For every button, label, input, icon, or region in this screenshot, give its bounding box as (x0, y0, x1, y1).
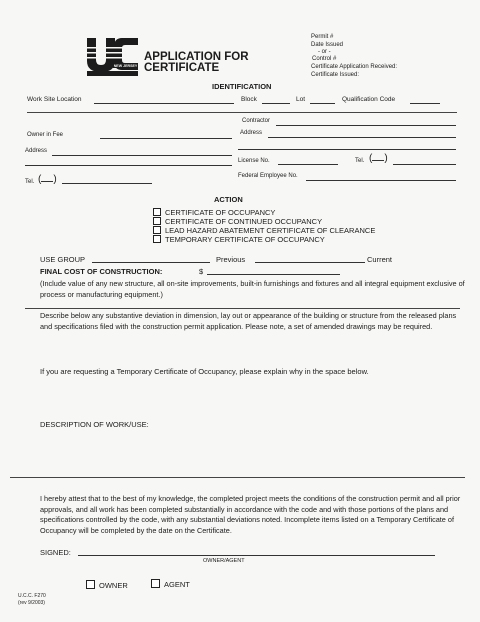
license-no-label: License No. (238, 158, 270, 164)
control-no-label: Control # (312, 56, 337, 62)
agent-option[interactable] (151, 579, 190, 589)
option-certificate-of-occupancy[interactable] (153, 208, 275, 217)
divider-1 (25, 308, 460, 309)
use-group-previous-label: Previous (216, 255, 246, 264)
form-title-line1: APPLICATION FOR (144, 51, 249, 63)
dollar-sign: $ (199, 267, 204, 276)
lot-label: Lot (296, 96, 306, 103)
option-label: TEMPORARY CERTIFICATE OF OCCUPANCY (165, 235, 325, 244)
block-label: Block (241, 96, 257, 103)
lot-field[interactable] (310, 103, 335, 104)
contractor-tel-label: Tel. (355, 158, 365, 164)
work-site-second-line[interactable] (27, 112, 457, 113)
form-number: U.C.C. F270 (18, 593, 46, 599)
cert-issued-label: Certificate Issued: (311, 72, 360, 78)
signature-field[interactable] (78, 555, 435, 556)
divider-2 (10, 477, 465, 478)
contractor-address-line2[interactable] (238, 149, 456, 150)
contractor-address-label: Address (240, 130, 263, 136)
revision-date: (rev 9/2003) (18, 600, 45, 606)
section-action: ACTION (214, 195, 243, 204)
attestation-text: I hereby attest that to the best of my knowledge, the completed project meets the conditions of the construction permit and all prior approvals, and all work has been completed substantially in accordance with the code and with those portions of the plans and specifications controlled by the code, with any substantial deviations noted. Incomplete items listed on a Temporary Certificate of Occupancy will be completed by the date on the Certificate. (40, 494, 461, 535)
checkbox-icon[interactable] (151, 579, 160, 588)
checkbox-icon[interactable] (86, 580, 95, 589)
cert-app-received-label: Certificate Application Received: (311, 64, 398, 70)
deviations-instructions: Describe below any substantive deviation in dimension, lay out or appearance of the building or structure from the released plans and specifications filed with the construction permit application. Please note, a set of amended drawings may be required. (40, 311, 457, 331)
cost-note: (Include value of any new structure, all on-site improvements, built-in furnishings and fixtures and all integral equipment exclusive of process or manufacturing equipment.) (40, 279, 465, 299)
option-label: CERTIFICATE OF OCCUPANCY (165, 208, 276, 217)
contractor-label: Contractor (242, 118, 271, 124)
block-field[interactable] (262, 103, 290, 104)
owner-tel-label: Tel. (25, 179, 35, 185)
qualification-code-field[interactable] (410, 103, 440, 104)
federal-employee-no-field[interactable] (306, 180, 456, 181)
description-of-work-label: DESCRIPTION OF WORK/USE: (40, 420, 149, 429)
or-label: - or - (318, 49, 331, 55)
owner-address-field[interactable] (52, 155, 232, 156)
section-identification: IDENTIFICATION (212, 82, 272, 91)
owner-tel-area-code[interactable]: ( ) (38, 174, 57, 185)
date-issued-label: Date Issued (311, 42, 344, 48)
contractor-tel-field[interactable] (393, 164, 456, 165)
option-temporary-occupancy[interactable] (153, 235, 325, 244)
owner-agent-caption: OWNER/AGENT (203, 558, 245, 564)
contractor-address-field[interactable] (268, 137, 456, 138)
owner-address-line2[interactable] (25, 165, 232, 166)
checkbox-icon[interactable] (153, 208, 161, 216)
owner-in-fee-label: Owner in Fee (27, 132, 64, 138)
use-group-field[interactable] (92, 262, 210, 263)
contractor-field[interactable] (276, 125, 456, 126)
checkbox-icon[interactable] (153, 235, 161, 243)
option-label: LEAD HAZARD ABATEMENT CERTIFICATE OF CLEARANCE (165, 226, 376, 235)
logo-caption: NEW JERSEY (113, 64, 138, 69)
checkbox-icon[interactable] (153, 217, 161, 225)
owner-option-label: OWNER (99, 581, 128, 590)
license-no-field[interactable] (278, 164, 338, 165)
owner-option[interactable] (86, 580, 128, 590)
work-site-location-label: Work Site Location (27, 96, 82, 103)
form-title-line2: CERTIFICATE (144, 62, 220, 74)
checkbox-icon[interactable] (153, 226, 161, 234)
option-label: CERTIFICATE OF CONTINUED OCCUPANCY (165, 217, 323, 226)
owner-in-fee-field[interactable] (100, 138, 232, 139)
agent-option-label: AGENT (164, 580, 190, 589)
owner-address-label: Address (25, 148, 48, 154)
ucc-logo (85, 37, 139, 77)
qualification-code-label: Qualification Code (342, 96, 396, 103)
contractor-tel-area-code[interactable]: ( ) (369, 153, 388, 164)
final-cost-label: FINAL COST OF CONSTRUCTION: (40, 267, 163, 276)
work-site-location-field[interactable] (94, 103, 234, 104)
use-group-current-label: Current (367, 255, 393, 264)
option-lead-hazard-clearance[interactable] (153, 226, 375, 235)
final-cost-field[interactable] (207, 274, 340, 275)
permit-no-label: Permit # (311, 34, 334, 40)
signed-label: SIGNED: (40, 548, 71, 557)
federal-employee-no-label: Federal Employee No. (238, 173, 298, 179)
option-continued-occupancy[interactable] (153, 217, 322, 226)
use-group-label: USE GROUP (40, 255, 86, 264)
owner-tel-field[interactable] (62, 183, 152, 184)
temporary-instructions: If you are requesting a Temporary Certificate of Occupancy, please explain why in the space below. (40, 367, 369, 376)
use-group-previous-field[interactable] (255, 262, 365, 263)
